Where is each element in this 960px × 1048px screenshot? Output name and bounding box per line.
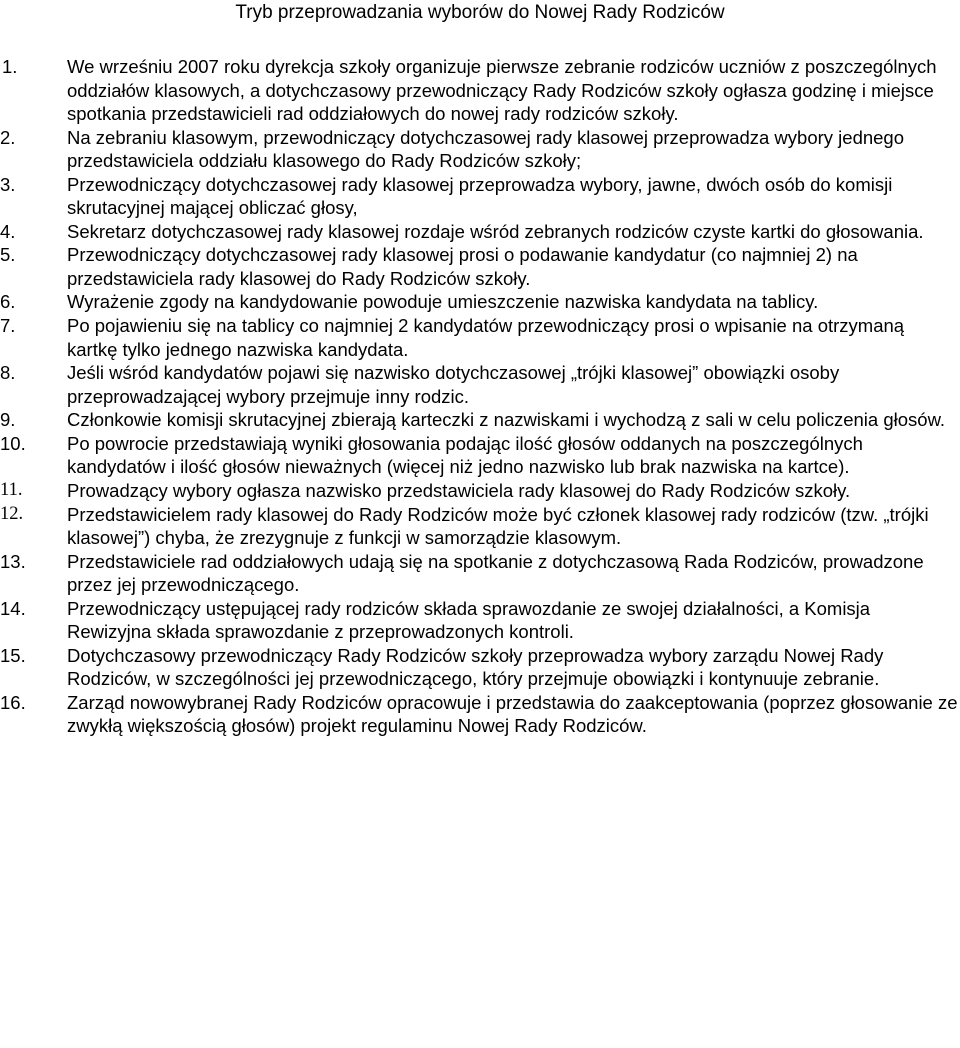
item-number: 15. — [0, 644, 26, 666]
item-text: Przewodniczący ustępującej rady rodziców składa sprawozdanie ze swojej działalności, a Komisja Rewizyjna składa sprawozdanie z przeprowadzonych kontroli. — [67, 597, 871, 643]
item-number: 12. — [0, 503, 24, 524]
item-text: Przedstawicielem rady klasowej do Rady Rodziców może być członek klasowej rady rodziców (tzw. „trójki klasowej”) chyba, że zrezygnuje z funkcji w samorządzie klasowym. — [67, 503, 929, 549]
item-text: We wrześniu 2007 roku dyrekcja szkoły organizuje pierwsze zebranie rodziców uczniów z poszczególnych oddziałów klasowych, a dotychczasowy przewodniczący Rady Rodziców szkoły ogłasza godzinę i miejsce spotkania przedstawicieli rad oddziałowych do nowej rady rodziców szkoły. — [67, 56, 937, 124]
item-number: 16. — [0, 691, 26, 713]
item-text: Członkowie komisji skrutacyjnej zbierają karteczki z nazwiskami i wychodzą z sali w celu policzenia głosów. — [67, 409, 946, 431]
item-number: 2. — [0, 126, 16, 148]
item-number: 6. — [0, 291, 16, 313]
item-number: 13. — [0, 550, 26, 572]
item-text: Dotychczasowy przewodniczący Rady Rodziców szkoły przeprowadza wybory zarządu Nowej Rady Rodziców, w szczególności jej przewodniczącego, który przejmuje obowiązki i kontynuuje zebranie. — [67, 644, 884, 690]
item-number: 1. — [2, 56, 18, 77]
item-number: 11. — [0, 479, 23, 500]
procedure-list — [0, 55, 958, 738]
item-number: 7. — [0, 315, 16, 337]
list-item — [0, 691, 958, 738]
item-number: 3. — [0, 173, 16, 195]
list-item — [0, 432, 958, 479]
list-item — [0, 644, 958, 691]
item-text: Sekretarz dotychczasowej rady klasowej rozdaje wśród zebranych rodziców czyste kartki do głosowania. — [67, 220, 924, 242]
list-item — [0, 173, 958, 220]
list-item — [0, 55, 958, 126]
item-number: 9. — [0, 409, 16, 431]
item-text: Przedstawiciele rad oddziałowych udają się na spotkanie z dotychczasową Rada Rodziców, prowadzone przez jej przewodniczącego. — [67, 550, 924, 596]
list-item — [0, 479, 958, 503]
list-item — [0, 220, 958, 244]
item-text: Przewodniczący dotychczasowej rady klasowej przeprowadza wybory, jawne, dwóch osób do komisji skrutacyjnej mającej obliczać głosy, — [67, 173, 893, 219]
item-text: Prowadzący wybory ogłasza nazwisko przedstawiciela rady klasowej do Rady Rodziców szkoły. — [67, 479, 851, 501]
item-text: Po powrocie przedstawiają wyniki głosowania podając ilość głosów oddanych na poszczególnych kandydatów i ilość głosów nieważnych (więcej niż jedno nazwisko lub brak nazwiska na kartce). — [67, 432, 863, 478]
list-item — [0, 243, 958, 290]
list-item — [0, 503, 958, 550]
item-number: 8. — [0, 362, 16, 384]
item-number: 5. — [0, 244, 16, 266]
item-text: Jeśli wśród kandydatów pojawi się nazwisko dotychczasowej „trójki klasowej” obowiązki osoby przeprowadzającej wybory przejmuje inny rodzic. — [67, 362, 840, 407]
item-number: 10. — [0, 432, 26, 454]
list-item — [0, 314, 958, 361]
item-text: Zarząd nowowybranej Rady Rodziców opracowuje i przedstawia do zaakceptowania (poprzez głosowanie ze zwykłą większością głosów) projekt regulaminu Nowej Rady Rodziców. — [67, 691, 958, 737]
item-text: Po pojawieniu się na tablicy co najmniej 2 kandydatów przewodniczący prosi o wpisanie na otrzymaną kartkę tylko jednego nazwiska kandydata. — [67, 315, 905, 360]
list-item — [0, 597, 958, 644]
document-title: Tryb przeprowadzania wyborów do Nowej Rady Rodziców — [235, 2, 725, 23]
list-item — [0, 408, 958, 432]
item-text: Na zebraniu klasowym, przewodniczący dotychczasowej rady klasowej przeprowadza wybory jednego przedstawiciela oddziału klasowego do Rady Rodziców szkoły; — [67, 126, 905, 172]
list-item — [0, 550, 958, 597]
list-item — [0, 126, 958, 173]
item-number: 14. — [0, 597, 26, 619]
list-item — [0, 290, 958, 314]
item-number: 4. — [0, 220, 16, 242]
item-text: Wyrażenie zgody na kandydowanie powoduje umieszczenie nazwiska kandydata na tablicy. — [67, 291, 819, 313]
item-text: Przewodniczący dotychczasowej rady klasowej prosi o podawanie kandydatur (co najmniej 2) na przedstawiciela rady klasowej do Rady Rodziców szkoły. — [67, 244, 858, 289]
list-item — [0, 361, 958, 408]
